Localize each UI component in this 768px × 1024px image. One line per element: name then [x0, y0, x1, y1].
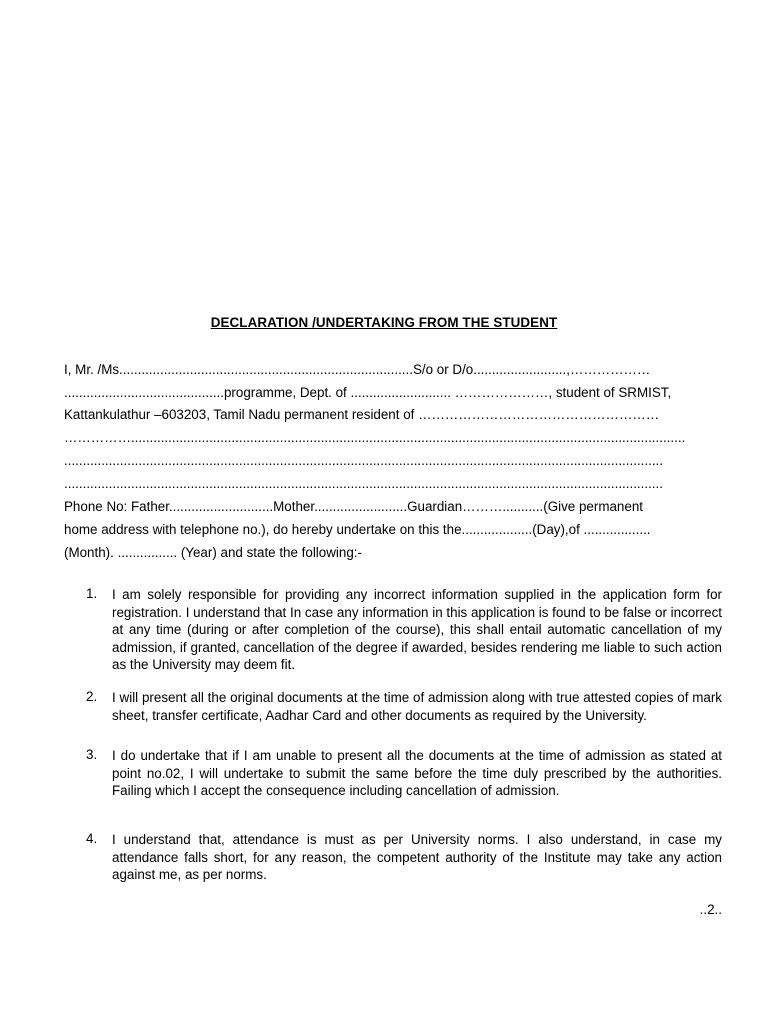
form-line-programme: ...........................................programme, Dept. of ........................... …………………, student of SRMIST, [64, 385, 672, 400]
item-number: 3. [86, 747, 98, 762]
item-number: 1. [86, 586, 98, 601]
form-line-address-2: ................................................................................................................................................................. [64, 453, 663, 468]
document-title: DECLARATION /UNDERTAKING FROM THE STUDENT [210, 315, 558, 330]
form-line-address-1: ……………..................................................................................................................................................... [64, 430, 686, 445]
item-number: 4. [86, 831, 98, 846]
form-line-phone: Phone No: Father............................Mother.........................Guardian………...........(Give permanent [64, 499, 643, 514]
item-text: I do undertake that if I am unable to present all the documents at the time of admission as stated at point no.02, I will undertake to submit the same before the time duly prescribed by the authorities. Failing which I accept the consequence including cancellation of admission. [112, 748, 722, 798]
item-text: I am solely responsible for providing any incorrect information supplied in the application form for registration. I understand that In case any information in this application is found to be false or incorrect at any time (during or after completion of the course), this shall entail automatic cancellation of my admission, if granted, cancellation of the degree if awarded, besides rendering me liable to such action as the University may deem fit. [112, 587, 722, 672]
form-line-name: I, Mr. /Ms...............................................................................S/o or D/o.........................,……………… [64, 362, 651, 377]
form-line-date: home address with telephone no.), do hereby undertake on this the...................(Day),of .................. [64, 522, 651, 537]
form-line-month-year: (Month). ................ (Year) and state the following:- [64, 545, 362, 560]
item-number: 2. [86, 689, 98, 704]
form-line-resident: Kattankulathur –603203, Tamil Nadu permanent resident of ……………………………………………… [64, 407, 660, 422]
form-line-address-3: ................................................................................................................................................................. [64, 476, 663, 491]
item-text: I understand that, attendance is must as per University norms. I also understand, in case my attendance falls short, for any reason, the competent authority of the Institute may take any action against me, as per norms. [112, 832, 722, 882]
item-text: I will present all the original documents at the time of admission along with true attested copies of mark sheet, transfer certificate, Aadhar Card and other documents as required by the University. [112, 690, 722, 723]
page-continuation-marker: ..2.. [699, 902, 722, 917]
